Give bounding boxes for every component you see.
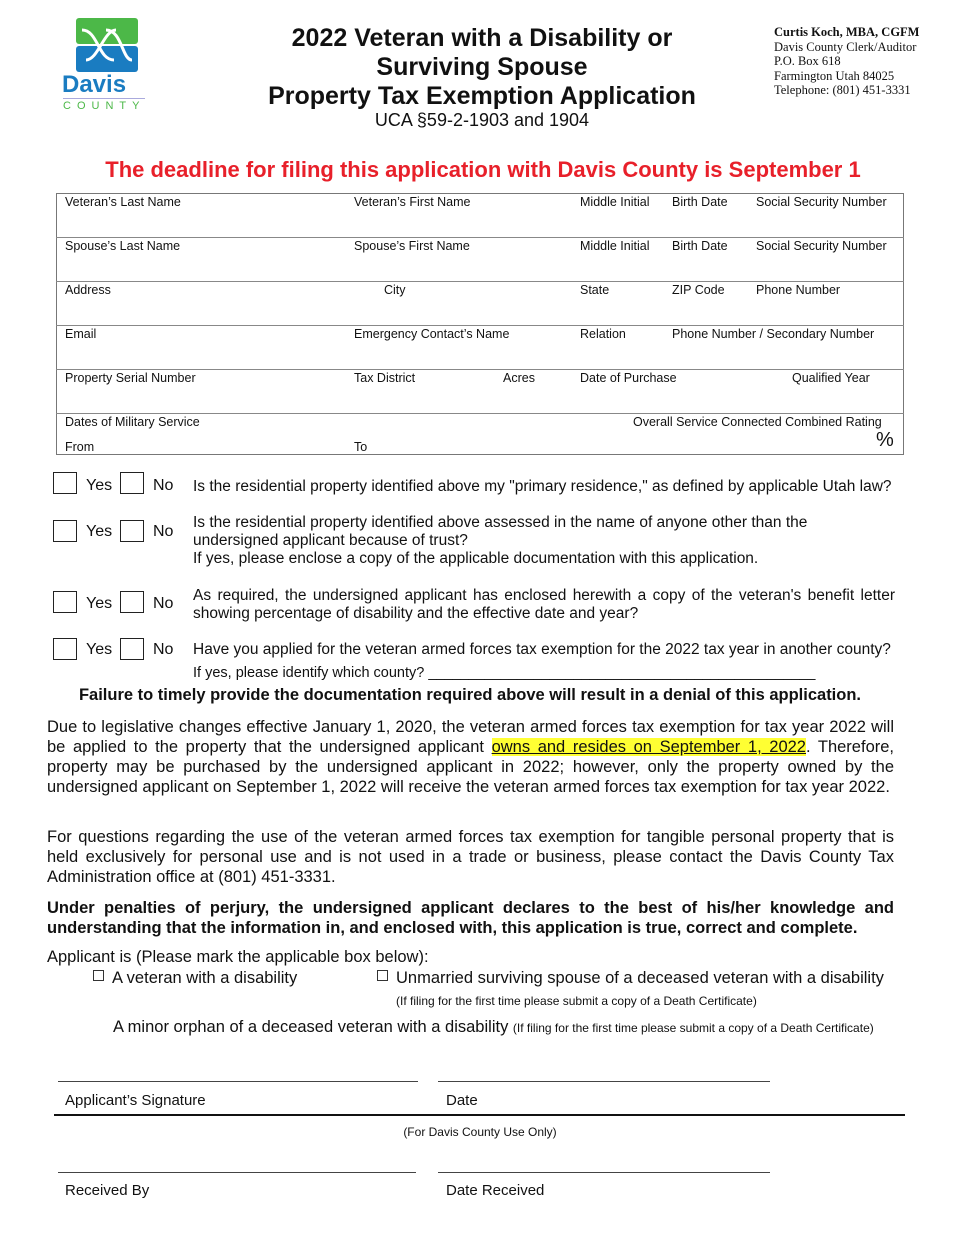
date-line[interactable] [438,1081,770,1082]
logo-mark-icon [76,16,172,78]
field-veteran-middle-initial[interactable]: Middle Initial [580,195,650,209]
q2-yes-label: Yes [86,523,113,540]
field-date-of-purchase[interactable]: Date of Purchase [580,371,677,385]
option-minor-orphan-label: A minor orphan of a deceased veteran with a disability [113,1018,509,1036]
tangible-property-paragraph: For questions regarding the use of the veteran armed forces tax exemption for tangible personal property that is held exclusively for personal use and is not used in a trade or business, please contact the Davis County Tax Administration office at (801) 451-3331. [47,828,894,886]
contact-block [774,25,919,98]
q3-no-checkbox[interactable] [120,591,144,613]
field-spouse-first-name[interactable]: Spouse’s First Name [354,239,470,253]
office-use-label: (For Davis County Use Only) [403,1125,557,1139]
applicant-type-prompt: Applicant is (Please mark the applicable box below): [47,948,429,966]
q4-no-label: No [153,641,174,658]
q4-no-checkbox[interactable] [120,638,144,660]
date-received-label: Date Received [446,1182,545,1199]
field-acres[interactable]: Acres [503,371,535,385]
perjury-declaration: Under penalties of perjury, the undersigned applicant declares to the best of his/her knowledge and understanding that the information in, and enclosed with, this application is true, correct and complete. [47,899,894,937]
q1-yes-label: Yes [86,477,113,494]
question-2-note: If yes, please enclose a copy of the applicable documentation with this application. [193,550,759,567]
field-address[interactable]: Address [65,283,111,297]
option-surviving-spouse[interactable] [377,969,884,988]
signature-line[interactable] [58,1081,418,1082]
q1-no-label: No [153,477,174,494]
title-line-3: Property Tax Exemption Application [268,82,696,110]
signature-label: Applicant’s Signature [65,1092,206,1109]
received-by-label: Received By [65,1182,150,1199]
question-2: Is the residential property identified above assessed in the name of anyone other than the undersigned applicant because of trust? [193,514,808,549]
received-by-line[interactable] [58,1172,416,1173]
field-property-serial[interactable]: Property Serial Number [65,371,196,385]
field-service-to[interactable]: To [354,440,368,454]
contact-name: Curtis Koch, MBA, CGFM [774,25,920,39]
field-spouse-middle-initial[interactable]: Middle Initial [580,239,650,253]
field-city[interactable]: City [384,283,406,297]
title-line-1: 2022 Veteran with a Disability or [291,24,673,52]
statute-reference: UCA §59-2-1903 and 1904 [374,110,590,130]
field-veteran-birth-date[interactable]: Birth Date [672,195,728,209]
q1-no-checkbox[interactable] [120,472,144,494]
option-minor-orphan[interactable] [113,1018,874,1037]
field-spouse-ssn[interactable]: Social Security Number [756,239,887,253]
option-veteran-label: A veteran with a disability [112,969,298,987]
field-spouse-last-name[interactable]: Spouse’s Last Name [65,239,181,253]
q4-yes-checkbox[interactable] [53,638,77,660]
field-state[interactable]: State [580,283,610,297]
legislative-changes-paragraph [47,717,894,797]
row-divider [56,413,904,414]
contact-box: P.O. Box 618 [774,54,841,68]
question-1: Is the residential property identified above my "primary residence," as defined by applicable Utah law? [193,478,892,495]
question-4: Have you applied for the veteran armed forces tax exemption for the 2022 tax year in another county? [193,641,891,658]
death-certificate-note-2: (If filing for the first time please submit a copy of a Death Certificate) [512,1021,874,1035]
highlighted-date-text: owns and resides on September 1, 2022 [491,738,806,756]
office-use-divider [54,1114,905,1116]
question-3: As required, the undersigned applicant has enclosed herewith a copy of the veteran's benefit letter showing percentage of disability and the effective date and year? [193,587,895,622]
davis-county-logo [60,16,156,111]
field-veteran-last-name[interactable]: Veteran’s Last Name [65,195,181,209]
field-email[interactable]: Email [65,327,97,341]
q4-yes-label: Yes [86,641,113,658]
para1-text: Due to legislative changes effective January 1, 2020, the veteran armed forces tax exemption for tax year 2022 will be applied to the property that the undersigned applicant [47,718,894,756]
military-service-label: Dates of Military Service [65,415,200,429]
row-divider [56,325,904,326]
field-spouse-birth-date[interactable]: Birth Date [672,239,728,253]
q1-yes-checkbox[interactable] [53,472,77,494]
para1-text-cont: . Therefore, property may be purchased by the undersigned applicant in 2022; however, only the property owned by the undersigned applicant on September 1, 2022 will receive the veteran armed forces tax exemption for tax year 2022. [47,738,894,796]
row-divider [56,237,904,238]
row-divider [56,369,904,370]
field-tax-district[interactable]: Tax District [354,371,416,385]
row-divider [56,281,904,282]
denial-warning: Failure to timely provide the documentation required above will result in a denial of this application. [78,686,862,704]
checkbox-veteran[interactable] [93,970,104,981]
q2-no-label: No [153,523,174,540]
field-qualified-year[interactable]: Qualified Year [792,371,870,385]
field-veteran-first-name[interactable]: Veteran’s First Name [354,195,471,209]
checkbox-surviving-spouse[interactable] [377,970,388,981]
field-zip[interactable]: ZIP Code [672,283,725,297]
field-service-from[interactable]: From [65,440,95,454]
q3-yes-checkbox[interactable] [53,591,77,613]
field-phone[interactable]: Phone Number [756,283,841,297]
field-relation[interactable]: Relation [580,327,626,341]
option-surviving-spouse-label: Unmarried surviving spouse of a deceased veteran with a disability [396,969,884,987]
percent-sign: % [876,429,894,451]
field-veteran-ssn[interactable]: Social Security Number [756,195,887,209]
date-received-line[interactable] [438,1172,770,1173]
q3-yes-label: Yes [86,595,113,612]
deadline-notice: The deadline for filing this application with Davis County is September 1 [105,157,861,182]
option-veteran[interactable] [93,969,297,988]
field-service-rating[interactable]: Overall Service Connected Combined Rating [633,415,882,429]
logo-davis-text: Davis [62,71,127,98]
field-emergency-contact[interactable]: Emergency Contact’s Name [354,327,510,341]
question-4-county-field[interactable]: If yes, please identify which county? ________________________________________________ [193,665,816,681]
field-secondary-phone[interactable]: Phone Number / Secondary Number [672,327,875,341]
contact-phone: Telephone: (801) 451-3331 [774,83,911,97]
date-label: Date [446,1092,478,1109]
title-line-2: Surviving Spouse [376,53,588,81]
q3-no-label: No [153,595,174,612]
logo-county-text: COUNTY [63,100,146,112]
q2-yes-checkbox[interactable] [53,520,77,542]
q2-no-checkbox[interactable] [120,520,144,542]
contact-office: Davis County Clerk/Auditor [774,39,917,54]
death-certificate-note: (If filing for the first time please submit a copy of a Death Certificate) [396,994,757,1008]
contact-city: Farmington Utah 84025 [774,68,895,83]
